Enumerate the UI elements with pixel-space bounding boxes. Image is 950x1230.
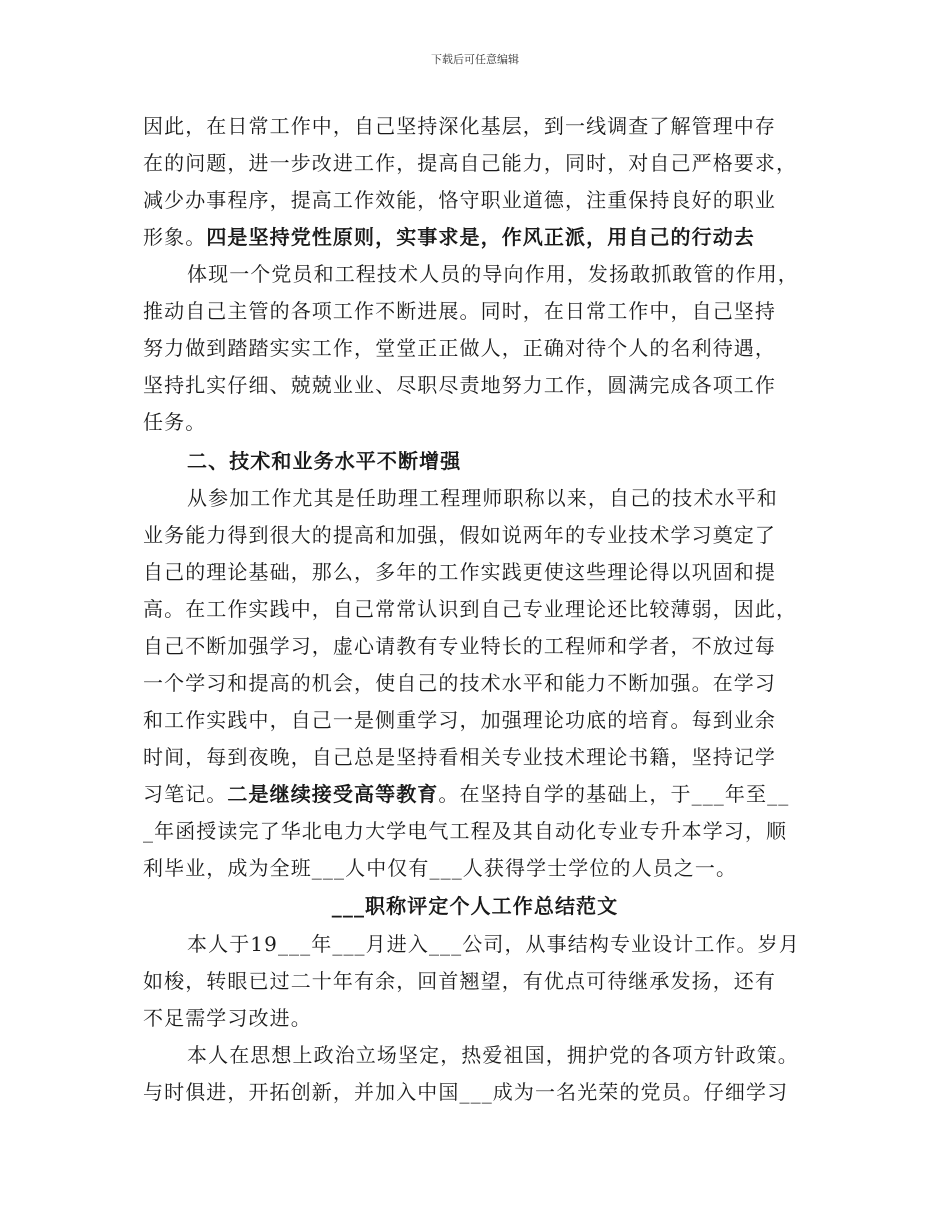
section-heading: 二、技术和业务水平不断增强	[187, 449, 462, 473]
body-text: 习笔记。	[143, 782, 228, 806]
body-line: 推动自己主管的各项工作不断进展。同时，在日常工作中，自己坚持	[143, 299, 776, 323]
body-line: 与时俱进，开拓创新，并加入中国___成为一名光荣的党员。仔细学习	[143, 1080, 789, 1104]
body-line: 利毕业，成为全班___人中仅有___人获得学士学位的人员之一。	[143, 856, 738, 880]
body-line: 如梭，转眼已过二十年有余，回首翘望，有优点可待继承发扬，还有	[143, 969, 776, 993]
body-line: 努力做到踏踏实实工作，堂堂正正做人，正确对待个人的名利待遇，	[143, 336, 776, 360]
body-text: 形象。	[143, 225, 207, 249]
body-line: 本人于19___年___月进入___公司，从事结构专业设计工作。岁月	[187, 932, 800, 956]
body-text: 。在坚持自学的基础上，于___年至__	[438, 782, 790, 806]
body-line: 一个学习和提高的机会，使自己的技术水平和能力不断加强。在学习	[143, 671, 776, 695]
body-line-mixed	[143, 225, 755, 249]
body-line: 业务能力得到很大的提高和加强，假如说两年的专业技术学习奠定了	[143, 523, 776, 547]
body-line: 从参加工作尤其是任助理工程理师职称以来，自己的技术水平和	[187, 486, 778, 510]
body-line: 体现一个党员和工程技术人员的导向作用，发扬敢抓敢管的作用，	[187, 262, 799, 286]
body-line: 任务。	[143, 410, 207, 434]
body-line-mixed	[143, 782, 789, 806]
body-line: 和工作实践中，自己一是侧重学习，加强理论功底的培育。每到业余	[143, 708, 776, 732]
body-line: 因此，在日常工作中，自己坚持深化基层，到一线调查了解管理中存	[143, 114, 776, 138]
body-line: 不足需学习改进。	[143, 1006, 312, 1030]
body-line: 本人在思想上政治立场坚定，热爱祖国，拥护党的各项方针政策。	[187, 1043, 799, 1067]
body-line: 在的问题，进一步改进工作，提高自己能力，同时，对自己严格要求，	[143, 151, 798, 175]
body-line: 高。在工作实践中，自己常常认识到自己专业理论还比较薄弱，因此，	[143, 597, 798, 621]
body-line: 时间，每到夜晚，自己总是坚持看相关专业技术理论书籍，坚持记学	[143, 745, 776, 769]
body-line: _年函授读完了华北电力大学电气工程及其自动化专业专升本学习，顺	[143, 819, 788, 843]
body-line: 自己不断加强学习，虚心请教有专业特长的工程师和学者，不放过每	[143, 634, 776, 658]
bold-emphasis: 四是坚持党性原则，实事求是，作风正派，用自己的行动去	[206, 225, 755, 249]
document-title: ___职称评定个人工作总结范文	[331, 894, 619, 918]
bold-emphasis: 二是继续接受高等教育	[227, 782, 439, 806]
body-line: 坚持扎实仔细、兢兢业业、尽职尽责地努力工作，圆满完成各项工作	[143, 373, 776, 397]
body-line: 自己的理论基础，那么，多年的工作实践更使这些理论得以巩固和提	[143, 560, 776, 584]
body-line: 减少办事程序，提高工作效能，恪守职业道德，注重保持良好的职业	[143, 188, 776, 212]
page-header: 下载后可任意编辑	[431, 53, 519, 66]
